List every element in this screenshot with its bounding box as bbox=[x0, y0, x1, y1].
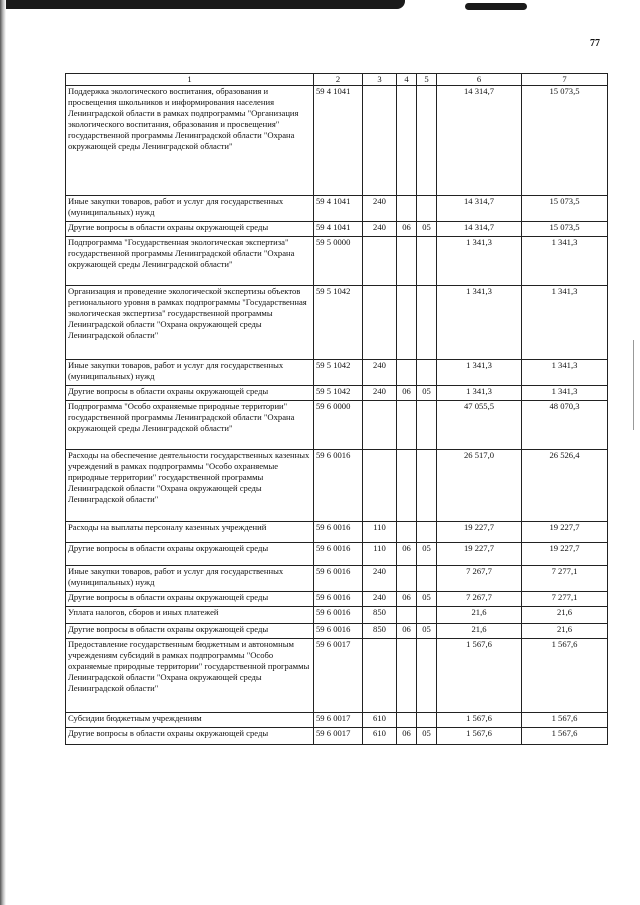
cell-name: Другие вопросы в области охраны окружающей среды bbox=[66, 592, 314, 607]
table-row bbox=[66, 450, 608, 522]
cell-code: 59 4 1041 bbox=[314, 86, 363, 196]
table-row bbox=[66, 624, 608, 639]
cell-name: Иные закупки товаров, работ и услуг для государственных (муниципальных) нужд bbox=[66, 360, 314, 386]
cell-v7: 21,6 bbox=[522, 607, 608, 624]
cell-c3 bbox=[363, 237, 397, 286]
cell-c3: 240 bbox=[363, 386, 397, 401]
cell-v7: 15 073,5 bbox=[522, 196, 608, 222]
cell-name: Расходы на выплаты персоналу казенных учреждений bbox=[66, 522, 314, 543]
cell-c4 bbox=[397, 639, 417, 713]
cell-c4 bbox=[397, 450, 417, 522]
header-col-1: 1 bbox=[66, 74, 314, 86]
cell-c5: 05 bbox=[417, 592, 437, 607]
table-row bbox=[66, 592, 608, 607]
cell-c4 bbox=[397, 566, 417, 592]
table-row bbox=[66, 522, 608, 543]
cell-c5 bbox=[417, 639, 437, 713]
cell-v6: 1 567,6 bbox=[437, 639, 522, 713]
cell-name: Подпрограмма "Государственная экологическая экспертиза" государственной программы Ленинградской области "Охрана окружающей среды Ленинградской области" bbox=[66, 237, 314, 286]
cell-v6: 14 314,7 bbox=[437, 86, 522, 196]
cell-c5 bbox=[417, 450, 437, 522]
cell-c3: 110 bbox=[363, 543, 397, 566]
cell-v6: 7 267,7 bbox=[437, 566, 522, 592]
cell-v7: 1 341,3 bbox=[522, 386, 608, 401]
cell-v7: 1 341,3 bbox=[522, 360, 608, 386]
cell-name: Поддержка экологического воспитания, образования и просвещения школьников и информирования населения Ленинградской области в рамках подпрограммы "Организация экологического воспитания, образования и просвещения" государственной программы Ленинградской области "Охрана окружающей среды Ленинградской области" bbox=[66, 86, 314, 196]
cell-c4 bbox=[397, 607, 417, 624]
cell-code: 59 5 1042 bbox=[314, 286, 363, 360]
cell-name: Субсидии бюджетным учреждениям bbox=[66, 713, 314, 728]
cell-c3: 240 bbox=[363, 196, 397, 222]
cell-c3 bbox=[363, 450, 397, 522]
cell-code: 59 6 0016 bbox=[314, 566, 363, 592]
cell-c4: 06 bbox=[397, 592, 417, 607]
table-row bbox=[66, 543, 608, 566]
cell-code: 59 6 0017 bbox=[314, 713, 363, 728]
cell-c5 bbox=[417, 360, 437, 386]
cell-v6: 47 055,5 bbox=[437, 401, 522, 450]
table-row bbox=[66, 222, 608, 237]
cell-v7: 1 341,3 bbox=[522, 286, 608, 360]
cell-v7: 26 526,4 bbox=[522, 450, 608, 522]
cell-code: 59 5 1042 bbox=[314, 360, 363, 386]
table-row bbox=[66, 196, 608, 222]
cell-code: 59 6 0016 bbox=[314, 450, 363, 522]
cell-c5: 05 bbox=[417, 386, 437, 401]
cell-c5 bbox=[417, 522, 437, 543]
cell-code: 59 6 0016 bbox=[314, 607, 363, 624]
header-col-5: 5 bbox=[417, 74, 437, 86]
cell-code: 59 6 0016 bbox=[314, 543, 363, 566]
cell-c4 bbox=[397, 286, 417, 360]
cell-v6: 1 341,3 bbox=[437, 237, 522, 286]
table-row bbox=[66, 566, 608, 592]
table-row bbox=[66, 237, 608, 286]
cell-v6: 19 227,7 bbox=[437, 543, 522, 566]
cell-code: 59 6 0016 bbox=[314, 522, 363, 543]
cell-code: 59 4 1041 bbox=[314, 222, 363, 237]
table-row bbox=[66, 639, 608, 713]
cell-c3: 610 bbox=[363, 713, 397, 728]
table-header-row bbox=[66, 74, 608, 86]
cell-c3: 610 bbox=[363, 728, 397, 745]
budget-table bbox=[65, 73, 608, 745]
cell-name: Другие вопросы в области охраны окружающей среды bbox=[66, 386, 314, 401]
cell-name: Другие вопросы в области охраны окружающей среды bbox=[66, 222, 314, 237]
cell-c3 bbox=[363, 86, 397, 196]
cell-code: 59 4 1041 bbox=[314, 196, 363, 222]
cell-v7: 19 227,7 bbox=[522, 522, 608, 543]
cell-c5 bbox=[417, 566, 437, 592]
cell-c5 bbox=[417, 401, 437, 450]
cell-v7: 7 277,1 bbox=[522, 592, 608, 607]
cell-c4 bbox=[397, 401, 417, 450]
cell-name: Расходы на обеспечение деятельности государственных казенных учреждений в рамках подпрограммы "Особо охраняемые природные территории" государственной программы Ленинградской области "Охрана окружающей среды Ленинградской области" bbox=[66, 450, 314, 522]
cell-c3: 240 bbox=[363, 566, 397, 592]
cell-c4 bbox=[397, 237, 417, 286]
cell-v7: 1 567,6 bbox=[522, 728, 608, 745]
table-row bbox=[66, 713, 608, 728]
cell-c5 bbox=[417, 237, 437, 286]
cell-c4: 06 bbox=[397, 386, 417, 401]
cell-c3: 240 bbox=[363, 360, 397, 386]
cell-v6: 14 314,7 bbox=[437, 222, 522, 237]
cell-v6: 1 341,3 bbox=[437, 286, 522, 360]
cell-code: 59 6 0000 bbox=[314, 401, 363, 450]
page-number: 77 bbox=[590, 38, 600, 49]
cell-c4: 06 bbox=[397, 728, 417, 745]
cell-name: Иные закупки товаров, работ и услуг для государственных (муниципальных) нужд bbox=[66, 196, 314, 222]
cell-name: Иные закупки товаров, работ и услуг для государственных (муниципальных) нужд bbox=[66, 566, 314, 592]
cell-v7: 1 341,3 bbox=[522, 237, 608, 286]
cell-name: Другие вопросы в области охраны окружающей среды bbox=[66, 543, 314, 566]
cell-code: 59 5 0000 bbox=[314, 237, 363, 286]
cell-code: 59 6 0016 bbox=[314, 592, 363, 607]
cell-c3 bbox=[363, 401, 397, 450]
cell-c4 bbox=[397, 196, 417, 222]
table-row bbox=[66, 360, 608, 386]
cell-name: Другие вопросы в области охраны окружающей среды bbox=[66, 728, 314, 745]
cell-c3: 110 bbox=[363, 522, 397, 543]
table-row bbox=[66, 286, 608, 360]
cell-c5: 05 bbox=[417, 624, 437, 639]
cell-c5 bbox=[417, 713, 437, 728]
table-row bbox=[66, 86, 608, 196]
cell-c4: 06 bbox=[397, 222, 417, 237]
cell-code: 59 6 0017 bbox=[314, 728, 363, 745]
header-col-3: 3 bbox=[363, 74, 397, 86]
header-col-6: 6 bbox=[437, 74, 522, 86]
cell-v7: 48 070,3 bbox=[522, 401, 608, 450]
cell-c5 bbox=[417, 286, 437, 360]
scan-artifact-top-bar bbox=[0, 0, 405, 9]
cell-code: 59 5 1042 bbox=[314, 386, 363, 401]
cell-v7: 1 567,6 bbox=[522, 713, 608, 728]
header-col-2: 2 bbox=[314, 74, 363, 86]
scan-artifact-top-mark bbox=[465, 3, 527, 10]
cell-c5: 05 bbox=[417, 222, 437, 237]
table-row bbox=[66, 607, 608, 624]
scan-artifact-right-line bbox=[633, 340, 634, 430]
cell-name: Другие вопросы в области охраны окружающей среды bbox=[66, 624, 314, 639]
cell-name: Организация и проведение экологической экспертизы объектов регионального уровня в рамках подпрограммы "Государственная экологическая экспертиза" государственной программы Ленинградской области "Охрана окружающей среды Ленинградской области" bbox=[66, 286, 314, 360]
table-row bbox=[66, 386, 608, 401]
cell-c5: 05 bbox=[417, 543, 437, 566]
cell-v6: 1 567,6 bbox=[437, 728, 522, 745]
cell-name: Уплата налогов, сборов и иных платежей bbox=[66, 607, 314, 624]
cell-v7: 1 567,6 bbox=[522, 639, 608, 713]
cell-v7: 19 227,7 bbox=[522, 543, 608, 566]
cell-c5 bbox=[417, 86, 437, 196]
cell-c4: 06 bbox=[397, 624, 417, 639]
cell-c3: 850 bbox=[363, 607, 397, 624]
cell-c5 bbox=[417, 607, 437, 624]
cell-v6: 7 267,7 bbox=[437, 592, 522, 607]
cell-v6: 1 567,6 bbox=[437, 713, 522, 728]
cell-c4: 06 bbox=[397, 543, 417, 566]
cell-c5 bbox=[417, 196, 437, 222]
cell-v7: 15 073,5 bbox=[522, 86, 608, 196]
table-row bbox=[66, 401, 608, 450]
cell-code: 59 6 0017 bbox=[314, 639, 363, 713]
cell-v7: 7 277,1 bbox=[522, 566, 608, 592]
cell-code: 59 6 0016 bbox=[314, 624, 363, 639]
cell-c3: 240 bbox=[363, 222, 397, 237]
cell-v6: 1 341,3 bbox=[437, 386, 522, 401]
cell-v6: 26 517,0 bbox=[437, 450, 522, 522]
cell-c3 bbox=[363, 639, 397, 713]
cell-v7: 21,6 bbox=[522, 624, 608, 639]
cell-c3: 240 bbox=[363, 592, 397, 607]
header-col-7: 7 bbox=[522, 74, 608, 86]
cell-v6: 1 341,3 bbox=[437, 360, 522, 386]
table-row bbox=[66, 728, 608, 745]
cell-c4 bbox=[397, 522, 417, 543]
cell-v7: 15 073,5 bbox=[522, 222, 608, 237]
cell-c3: 850 bbox=[363, 624, 397, 639]
cell-v6: 19 227,7 bbox=[437, 522, 522, 543]
cell-c5: 05 bbox=[417, 728, 437, 745]
cell-c4 bbox=[397, 360, 417, 386]
cell-c3 bbox=[363, 286, 397, 360]
cell-v6: 14 314,7 bbox=[437, 196, 522, 222]
header-col-4: 4 bbox=[397, 74, 417, 86]
cell-name: Предоставление государственным бюджетным и автономным учреждениям субсидий в рамках подпрограммы "Особо охраняемые природные территории" государственной программы Ленинградской области "Охрана окружающей среды Ленинградской области" bbox=[66, 639, 314, 713]
scan-artifact-left-edge bbox=[0, 0, 6, 905]
cell-v6: 21,6 bbox=[437, 607, 522, 624]
cell-name: Подпрограмма "Особо охраняемые природные территории" государственной программы Ленинградской области "Охрана окружающей среды Ленинградской области" bbox=[66, 401, 314, 450]
cell-c4 bbox=[397, 86, 417, 196]
cell-c4 bbox=[397, 713, 417, 728]
cell-v6: 21,6 bbox=[437, 624, 522, 639]
